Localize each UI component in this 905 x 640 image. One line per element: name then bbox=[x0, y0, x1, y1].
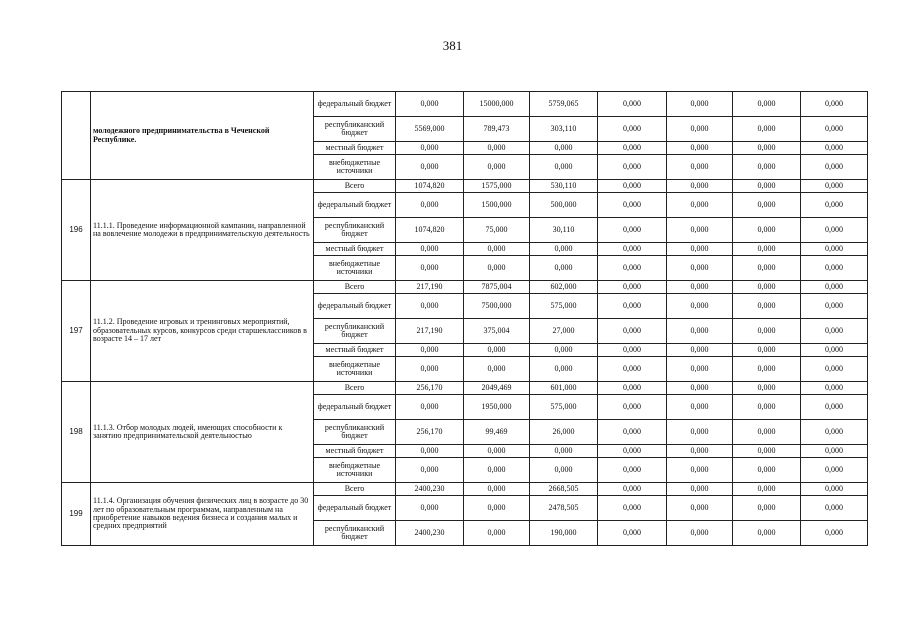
table-row bbox=[62, 281, 868, 294]
budget-table bbox=[61, 91, 868, 546]
activity-description: 11.1.1. Проведение информационной кампании, направленной на вовлечение молодежи в предпринимательскую деятельность bbox=[91, 180, 314, 281]
amount-cell: 0,000 bbox=[733, 521, 801, 546]
amount-cell: 0,000 bbox=[598, 458, 667, 483]
funding-source: республиканский бюджет bbox=[314, 218, 396, 243]
amount-cell: 0,000 bbox=[598, 117, 667, 142]
amount-cell: 0,000 bbox=[667, 483, 733, 496]
amount-cell: 0,000 bbox=[598, 344, 667, 357]
amount-cell: 0,000 bbox=[801, 344, 868, 357]
amount-cell: 256,170 bbox=[396, 420, 464, 445]
amount-cell: 0,000 bbox=[667, 155, 733, 180]
amount-cell: 0,000 bbox=[598, 180, 667, 193]
amount-cell: 0,000 bbox=[598, 218, 667, 243]
amount-cell: 0,000 bbox=[598, 496, 667, 521]
row-index bbox=[62, 92, 91, 180]
amount-cell: 30,110 bbox=[530, 218, 598, 243]
funding-source: республиканский бюджет bbox=[314, 420, 396, 445]
amount-cell: 27,000 bbox=[530, 319, 598, 344]
amount-cell: 0,000 bbox=[667, 420, 733, 445]
amount-cell: 0,000 bbox=[667, 92, 733, 117]
table-row bbox=[62, 92, 868, 117]
amount-cell: 0,000 bbox=[598, 92, 667, 117]
amount-cell: 0,000 bbox=[530, 243, 598, 256]
amount-cell: 1575,000 bbox=[464, 180, 530, 193]
amount-cell: 0,000 bbox=[530, 256, 598, 281]
amount-cell: 0,000 bbox=[801, 319, 868, 344]
amount-cell: 0,000 bbox=[733, 458, 801, 483]
amount-cell: 0,000 bbox=[801, 420, 868, 445]
amount-cell: 0,000 bbox=[801, 294, 868, 319]
amount-cell: 0,000 bbox=[530, 155, 598, 180]
amount-cell: 0,000 bbox=[464, 483, 530, 496]
amount-cell: 0,000 bbox=[598, 521, 667, 546]
amount-cell: 0,000 bbox=[733, 243, 801, 256]
table-row bbox=[62, 382, 868, 395]
funding-source: федеральный бюджет bbox=[314, 193, 396, 218]
amount-cell: 0,000 bbox=[396, 142, 464, 155]
amount-cell: 0,000 bbox=[801, 382, 868, 395]
activity-description: 11.1.2. Проведение игровых и тренинговых мероприятий, образовательных курсов, конкурсов среди старшеклассников в возрасте 14 – 17 лет bbox=[91, 281, 314, 382]
amount-cell: 2478,505 bbox=[530, 496, 598, 521]
amount-cell: 0,000 bbox=[733, 142, 801, 155]
amount-cell: 0,000 bbox=[667, 193, 733, 218]
row-index: 197 bbox=[62, 281, 91, 382]
funding-source: местный бюджет bbox=[314, 243, 396, 256]
amount-cell: 0,000 bbox=[396, 496, 464, 521]
funding-source: Всего bbox=[314, 483, 396, 496]
amount-cell: 7500,000 bbox=[464, 294, 530, 319]
amount-cell: 0,000 bbox=[464, 496, 530, 521]
amount-cell: 0,000 bbox=[598, 155, 667, 180]
amount-cell: 0,000 bbox=[464, 357, 530, 382]
amount-cell: 0,000 bbox=[396, 445, 464, 458]
amount-cell: 0,000 bbox=[801, 92, 868, 117]
amount-cell: 0,000 bbox=[667, 243, 733, 256]
amount-cell: 0,000 bbox=[396, 243, 464, 256]
amount-cell: 0,000 bbox=[733, 193, 801, 218]
amount-cell: 0,000 bbox=[598, 357, 667, 382]
amount-cell: 0,000 bbox=[801, 281, 868, 294]
amount-cell: 1500,000 bbox=[464, 193, 530, 218]
funding-source: внебюджетные источники bbox=[314, 256, 396, 281]
amount-cell: 0,000 bbox=[733, 155, 801, 180]
amount-cell: 0,000 bbox=[801, 395, 868, 420]
amount-cell: 0,000 bbox=[530, 458, 598, 483]
amount-cell: 0,000 bbox=[396, 193, 464, 218]
funding-source: федеральный бюджет bbox=[314, 496, 396, 521]
amount-cell: 0,000 bbox=[801, 458, 868, 483]
amount-cell: 0,000 bbox=[733, 294, 801, 319]
amount-cell: 0,000 bbox=[667, 180, 733, 193]
amount-cell: 0,000 bbox=[667, 281, 733, 294]
amount-cell: 0,000 bbox=[801, 357, 868, 382]
amount-cell: 0,000 bbox=[598, 420, 667, 445]
amount-cell: 0,000 bbox=[801, 521, 868, 546]
amount-cell: 0,000 bbox=[396, 294, 464, 319]
amount-cell: 0,000 bbox=[667, 294, 733, 319]
amount-cell: 0,000 bbox=[598, 445, 667, 458]
amount-cell: 1074,820 bbox=[396, 180, 464, 193]
amount-cell: 530,110 bbox=[530, 180, 598, 193]
funding-source: федеральный бюджет bbox=[314, 395, 396, 420]
amount-cell: 0,000 bbox=[598, 193, 667, 218]
amount-cell: 0,000 bbox=[733, 92, 801, 117]
funding-source: Всего bbox=[314, 281, 396, 294]
amount-cell: 0,000 bbox=[733, 256, 801, 281]
amount-cell: 256,170 bbox=[396, 382, 464, 395]
page-number: 381 bbox=[442, 38, 463, 53]
funding-source: федеральный бюджет bbox=[314, 92, 396, 117]
amount-cell: 789,473 bbox=[464, 117, 530, 142]
amount-cell: 0,000 bbox=[801, 155, 868, 180]
funding-source: Всего bbox=[314, 382, 396, 395]
amount-cell: 0,000 bbox=[667, 218, 733, 243]
amount-cell: 0,000 bbox=[396, 344, 464, 357]
funding-source: республиканский бюджет bbox=[314, 117, 396, 142]
amount-cell: 0,000 bbox=[667, 521, 733, 546]
amount-cell: 0,000 bbox=[464, 155, 530, 180]
amount-cell: 0,000 bbox=[667, 458, 733, 483]
amount-cell: 0,000 bbox=[733, 496, 801, 521]
amount-cell: 0,000 bbox=[396, 395, 464, 420]
amount-cell: 0,000 bbox=[801, 256, 868, 281]
amount-cell: 0,000 bbox=[733, 382, 801, 395]
funding-source: местный бюджет bbox=[314, 445, 396, 458]
amount-cell: 500,000 bbox=[530, 193, 598, 218]
amount-cell: 601,000 bbox=[530, 382, 598, 395]
amount-cell: 0,000 bbox=[667, 117, 733, 142]
amount-cell: 0,000 bbox=[530, 357, 598, 382]
amount-cell: 0,000 bbox=[733, 319, 801, 344]
amount-cell: 5569,000 bbox=[396, 117, 464, 142]
amount-cell: 0,000 bbox=[464, 521, 530, 546]
amount-cell: 0,000 bbox=[598, 294, 667, 319]
amount-cell: 303,110 bbox=[530, 117, 598, 142]
amount-cell: 0,000 bbox=[667, 319, 733, 344]
amount-cell: 0,000 bbox=[530, 142, 598, 155]
amount-cell: 0,000 bbox=[396, 256, 464, 281]
amount-cell: 0,000 bbox=[801, 243, 868, 256]
amount-cell: 0,000 bbox=[801, 218, 868, 243]
amount-cell: 7875,004 bbox=[464, 281, 530, 294]
amount-cell: 0,000 bbox=[733, 180, 801, 193]
amount-cell: 2668,505 bbox=[530, 483, 598, 496]
funding-source: Всего bbox=[314, 180, 396, 193]
funding-source: местный бюджет bbox=[314, 142, 396, 155]
amount-cell: 0,000 bbox=[598, 142, 667, 155]
amount-cell: 75,000 bbox=[464, 218, 530, 243]
amount-cell: 26,000 bbox=[530, 420, 598, 445]
amount-cell: 0,000 bbox=[801, 193, 868, 218]
activity-description: молодежного предпринимательства в Чеченской Республике. bbox=[91, 92, 314, 180]
amount-cell: 0,000 bbox=[801, 180, 868, 193]
amount-cell: 217,190 bbox=[396, 319, 464, 344]
amount-cell: 0,000 bbox=[598, 382, 667, 395]
amount-cell: 375,004 bbox=[464, 319, 530, 344]
amount-cell: 0,000 bbox=[667, 382, 733, 395]
amount-cell: 0,000 bbox=[464, 445, 530, 458]
amount-cell: 0,000 bbox=[733, 445, 801, 458]
amount-cell: 0,000 bbox=[667, 142, 733, 155]
amount-cell: 0,000 bbox=[801, 117, 868, 142]
funding-source: республиканский бюджет bbox=[314, 521, 396, 546]
amount-cell: 0,000 bbox=[530, 344, 598, 357]
funding-source: внебюджетные источники bbox=[314, 155, 396, 180]
activity-description: 11.1.3. Отбор молодых людей, имеющих способности к занятию предпринимательской деятельностью bbox=[91, 382, 314, 483]
activity-description: 11.1.4. Организация обучения физических лиц в возрасте до 30 лет по образовательным программам, направленным на приобретение навыков ведения бизнеса и создания малых и средних предприятий bbox=[91, 483, 314, 546]
amount-cell: 0,000 bbox=[464, 256, 530, 281]
amount-cell: 0,000 bbox=[598, 281, 667, 294]
funding-source: республиканский бюджет bbox=[314, 319, 396, 344]
amount-cell: 0,000 bbox=[530, 445, 598, 458]
amount-cell: 0,000 bbox=[733, 483, 801, 496]
amount-cell: 0,000 bbox=[598, 483, 667, 496]
amount-cell: 0,000 bbox=[733, 344, 801, 357]
amount-cell: 0,000 bbox=[464, 458, 530, 483]
amount-cell: 0,000 bbox=[396, 155, 464, 180]
amount-cell: 99,469 bbox=[464, 420, 530, 445]
amount-cell: 0,000 bbox=[667, 496, 733, 521]
amount-cell: 0,000 bbox=[733, 218, 801, 243]
amount-cell: 217,190 bbox=[396, 281, 464, 294]
amount-cell: 0,000 bbox=[801, 496, 868, 521]
amount-cell: 575,000 bbox=[530, 395, 598, 420]
amount-cell: 190,000 bbox=[530, 521, 598, 546]
table-row bbox=[62, 483, 868, 496]
amount-cell: 0,000 bbox=[667, 344, 733, 357]
amount-cell: 0,000 bbox=[733, 117, 801, 142]
amount-cell: 2400,230 bbox=[396, 483, 464, 496]
amount-cell: 0,000 bbox=[733, 357, 801, 382]
table-row bbox=[62, 180, 868, 193]
amount-cell: 0,000 bbox=[733, 281, 801, 294]
amount-cell: 0,000 bbox=[667, 357, 733, 382]
amount-cell: 0,000 bbox=[396, 92, 464, 117]
row-index: 196 bbox=[62, 180, 91, 281]
amount-cell: 2400,230 bbox=[396, 521, 464, 546]
amount-cell: 0,000 bbox=[396, 458, 464, 483]
funding-source: внебюджетные источники bbox=[314, 458, 396, 483]
amount-cell: 0,000 bbox=[733, 395, 801, 420]
amount-cell: 0,000 bbox=[464, 142, 530, 155]
amount-cell: 0,000 bbox=[667, 445, 733, 458]
funding-source: внебюджетные источники bbox=[314, 357, 396, 382]
funding-source: федеральный бюджет bbox=[314, 294, 396, 319]
amount-cell: 575,000 bbox=[530, 294, 598, 319]
amount-cell: 0,000 bbox=[598, 256, 667, 281]
amount-cell: 0,000 bbox=[598, 395, 667, 420]
row-index: 199 bbox=[62, 483, 91, 546]
amount-cell: 0,000 bbox=[598, 243, 667, 256]
amount-cell: 15000,000 bbox=[464, 92, 530, 117]
amount-cell: 0,000 bbox=[396, 357, 464, 382]
amount-cell: 0,000 bbox=[801, 142, 868, 155]
amount-cell: 0,000 bbox=[801, 445, 868, 458]
amount-cell: 2049,469 bbox=[464, 382, 530, 395]
funding-source: местный бюджет bbox=[314, 344, 396, 357]
row-index: 198 bbox=[62, 382, 91, 483]
amount-cell: 0,000 bbox=[733, 420, 801, 445]
amount-cell: 602,000 bbox=[530, 281, 598, 294]
amount-cell: 0,000 bbox=[464, 344, 530, 357]
amount-cell: 0,000 bbox=[598, 319, 667, 344]
amount-cell: 1950,000 bbox=[464, 395, 530, 420]
amount-cell: 0,000 bbox=[667, 256, 733, 281]
amount-cell: 0,000 bbox=[801, 483, 868, 496]
amount-cell: 0,000 bbox=[464, 243, 530, 256]
amount-cell: 0,000 bbox=[667, 395, 733, 420]
amount-cell: 5759,065 bbox=[530, 92, 598, 117]
amount-cell: 1074,820 bbox=[396, 218, 464, 243]
